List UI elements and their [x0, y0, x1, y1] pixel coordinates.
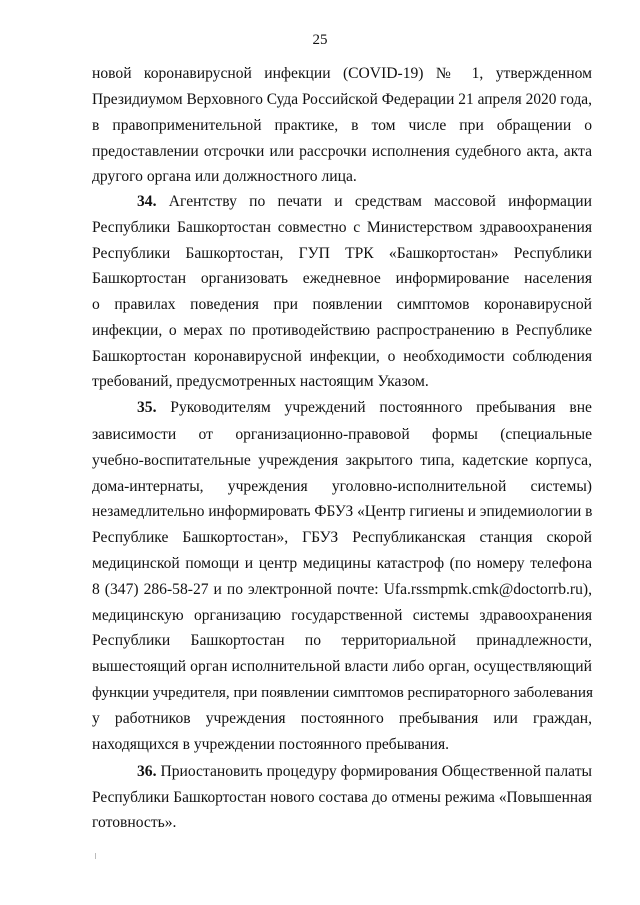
line-text: о правилах поведения при появлении симптомов коронавирусной — [92, 296, 592, 313]
text-line — [92, 372, 592, 392]
line-text: медицинскую организацию государственной системы здравоохранения — [92, 607, 592, 624]
line-text: Башкортостан организовать ежедневное информирование населения — [92, 270, 592, 287]
scan-artifact — [95, 853, 96, 859]
line-text: учебно-воспитательные учреждения закрытого типа, кадетские корпуса, — [92, 452, 592, 469]
text-line — [92, 321, 592, 341]
line-text: Республики Башкортостан, ГУП ТРК «Башкортостан» Республики — [92, 245, 592, 262]
line-text: новой коронавирусной инфекции (COVID-19) № 1, утвержденном — [92, 65, 592, 82]
line-text: находящихся в учреждении постоянного пребывания. — [92, 736, 450, 753]
line-text: Приостановить процедуру формирования Общественной палаты — [160, 763, 592, 780]
text-line — [92, 528, 592, 548]
line-text: медицинской помощи и центр медицины катастроф (по номеру телефона — [92, 555, 592, 572]
line-text: инфекции, о мерах по противодействию распространению в Республике — [92, 322, 592, 339]
line-text: готовность». — [92, 814, 177, 831]
clause-number: 34. — [137, 193, 157, 210]
line-text: Агентству по печати и средствам массовой информации — [168, 193, 592, 210]
line-text: Республики Башкортостан совместно с Министерством здравоохранения — [92, 219, 592, 236]
text-line — [92, 142, 592, 162]
clause-number: 36. — [137, 763, 157, 780]
text-line — [92, 580, 592, 600]
line-text: 8 (347) 286-58-27 и по электронной почте: Ufa.rssmpmk.cmk@doctorrb.ru), — [92, 581, 592, 598]
text-line — [92, 657, 592, 677]
text-line — [92, 631, 592, 651]
line-text: требований, предусмотренных настоящим Указом. — [92, 373, 429, 390]
line-text: функции учредителя, при появлении симптомов респираторного заболевания — [92, 684, 593, 701]
text-line — [92, 606, 592, 626]
paragraph-first-line — [137, 192, 592, 212]
line-text: незамедлительно информировать ФБУЗ «Центр гигиены и эпидемиологии в — [92, 503, 593, 520]
line-text: Башкортостан коронавирусной инфекции, о необходимости соблюдения — [92, 348, 592, 365]
line-text: Президиумом Верховного Суда Российской Федерации 21 апреля 2020 года, — [92, 91, 592, 108]
text-line — [92, 218, 592, 238]
text-line — [92, 269, 592, 289]
paragraph-first-line — [137, 762, 592, 782]
line-text: Республики Башкортостан нового состава до отмены режима «Повышенная — [92, 789, 592, 806]
line-text: вышестоящий орган исполнительной власти либо орган, осуществляющий — [92, 658, 592, 675]
line-text: другого органа или должностного лица. — [92, 168, 357, 185]
line-text: предоставлении отсрочки или рассрочки исполнения судебного акта, акта — [92, 143, 592, 160]
text-line — [92, 451, 592, 471]
line-text: Республике Башкортостан», ГБУЗ Республиканская станция скорой — [92, 529, 592, 546]
text-line — [92, 813, 592, 833]
text-line — [92, 788, 592, 808]
text-line — [92, 477, 592, 497]
text-line — [92, 709, 592, 729]
text-line — [92, 347, 592, 367]
text-line — [92, 735, 592, 755]
text-line — [92, 244, 592, 264]
text-line — [92, 554, 592, 574]
line-text: у работников учреждения постоянного пребывания или граждан, — [92, 710, 592, 727]
line-text: зависимости от организационно-правовой формы (специальные — [92, 426, 592, 443]
paragraph-first-line — [137, 398, 592, 418]
text-line — [92, 116, 592, 136]
line-text: Республики Башкортостан по территориальной принадлежности, — [92, 632, 592, 649]
page-number: 25 — [312, 32, 328, 48]
line-text: Руководителям учреждений постоянного пребывания вне — [170, 399, 592, 416]
line-text: в правоприменительной практике, в том числе при обращении о — [92, 117, 592, 134]
text-line — [92, 425, 592, 445]
clause-number: 35. — [137, 399, 157, 416]
text-line — [92, 167, 592, 187]
text-line — [92, 502, 592, 522]
text-line — [92, 90, 592, 110]
text-line — [92, 295, 592, 315]
text-line — [92, 64, 592, 84]
text-line — [92, 683, 592, 703]
line-text: дома-интернаты, учреждения уголовно-исполнительной системы) — [92, 478, 592, 495]
